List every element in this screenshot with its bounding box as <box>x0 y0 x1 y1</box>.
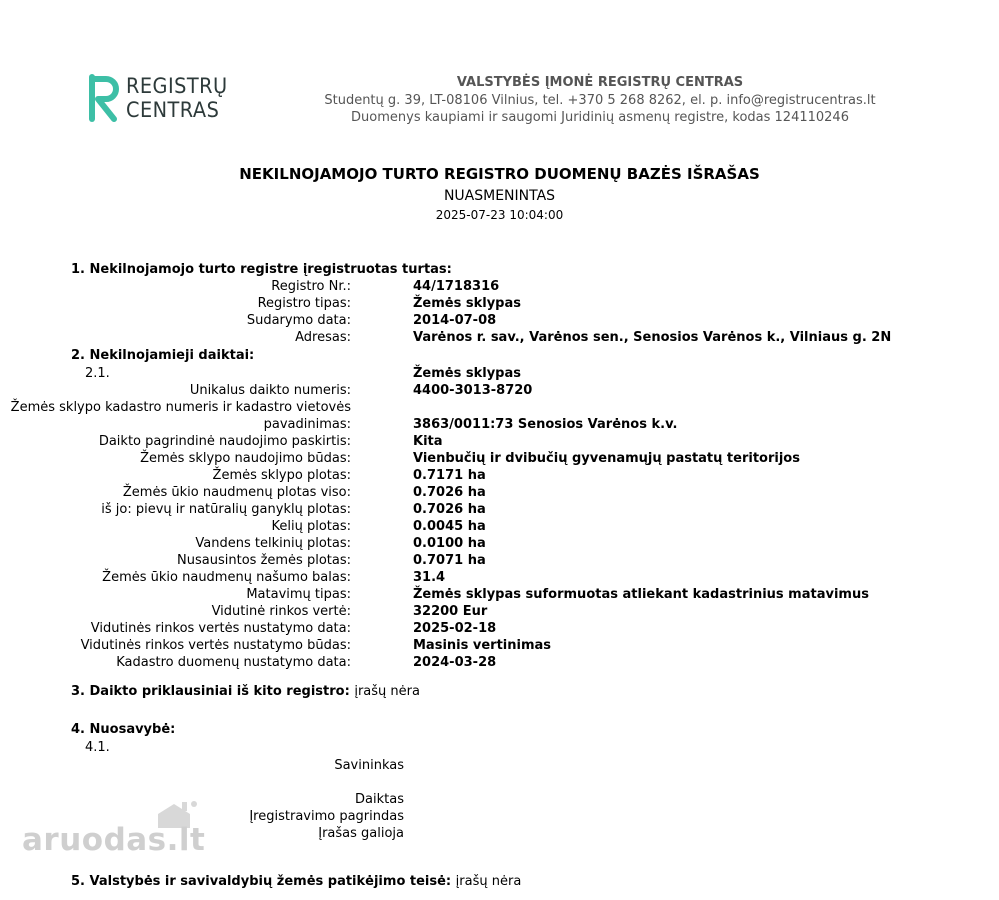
field-value: 32200 Eur <box>413 604 488 619</box>
field-value: 2024-03-28 <box>413 655 497 670</box>
section5-value: įrašų nėra <box>455 874 522 889</box>
section4-item-number: 4.1. <box>85 740 110 755</box>
document-subtitle: NUASMENINTAS <box>443 188 556 204</box>
field-value: 3863/0011:73 Senosios Varėnos k.v. <box>413 417 678 432</box>
section3-value: įrašų nėra <box>354 684 420 699</box>
field-label: pavadinimas: <box>263 417 351 432</box>
field-value: 0.7026 ha <box>413 502 486 517</box>
field-row <box>40 502 940 519</box>
field-label: Žemės sklypo kadastro numeris ir kadastro vietovės <box>10 400 351 415</box>
field-row <box>40 519 940 536</box>
section4-heading: 4. Nuosavybė: <box>71 722 176 737</box>
field-label: Matavimų tipas: <box>246 587 351 602</box>
logo-line1: REGISTRŲ <box>126 74 228 98</box>
field-value: Vienbučių ir dvibučių gyvenamųjų pastatų teritorijos <box>413 451 800 466</box>
record-valid-label: Įrašas galioja <box>318 826 404 841</box>
owner-label: Savininkas <box>334 758 404 773</box>
field-label: Vidutinė rinkos vertė: <box>211 604 351 619</box>
field-row <box>40 553 940 570</box>
object-label: Daiktas <box>355 792 404 807</box>
field-label: Žemės sklypo plotas: <box>212 468 351 483</box>
field-label: iš jo: pievų ir natūralių ganyklų plotas: <box>101 502 351 517</box>
field-value: 31.4 <box>413 570 446 585</box>
field-row <box>40 638 940 655</box>
field-row <box>40 279 940 296</box>
registration-basis-label: Įregistravimo pagrindas <box>249 809 404 824</box>
field-value: 0.0045 ha <box>413 519 486 534</box>
section2-heading: 2. Nekilnojamieji daiktai: <box>71 348 255 363</box>
field-row <box>40 468 940 485</box>
field-label: Registro tipas: <box>257 296 351 311</box>
field-value: 4400-3013-8720 <box>413 383 533 398</box>
field-label: Sudarymo data: <box>246 313 351 328</box>
field-value: 2025-02-18 <box>413 621 497 636</box>
header-note: Duomenys kaupiami ir saugomi Juridinių asmenų registre, kodas 124110246 <box>351 110 849 125</box>
field-row <box>40 417 940 434</box>
field-label: Unikalus daikto numeris: <box>189 383 351 398</box>
header-address: Studentų g. 39, LT-08106 Vilnius, tel. +370 5 268 8262, el. p. info@registrucentras.lt <box>324 93 876 108</box>
field-row <box>40 621 940 638</box>
field-row <box>40 604 940 621</box>
field-row <box>40 383 940 400</box>
field-row <box>40 366 940 383</box>
field-label: Vandens telkinių plotas: <box>195 536 351 551</box>
field-label: Registro Nr.: <box>271 279 351 294</box>
field-label: Žemės sklypo naudojimo būdas: <box>140 451 351 466</box>
field-value: 0.7026 ha <box>413 485 486 500</box>
section5-heading: 5. Valstybės ir savivaldybių žemės patikėjimo teisė: <box>71 874 452 889</box>
field-label: Daikto pagrindinė naudojimo paskirtis: <box>98 434 351 449</box>
field-label: Vidutinės rinkos vertės nustatymo būdas: <box>80 638 351 653</box>
field-value: 0.0100 ha <box>413 536 486 551</box>
section3-heading: 3. Daikto priklausiniai iš kito registro: <box>71 684 350 699</box>
field-value: Kita <box>413 434 443 449</box>
section2-item-number: 2.1. <box>85 366 110 381</box>
field-row <box>10 400 940 417</box>
field-row <box>40 451 940 468</box>
watermark-text: aruodas.lt <box>22 822 206 858</box>
field-value: Masinis vertinimas <box>413 638 552 653</box>
header-org-name: VALSTYBĖS ĮMONĖ REGISTRŲ CENTRAS <box>456 75 744 90</box>
field-label: Vidutinės rinkos vertės nustatymo data: <box>90 621 351 636</box>
field-row <box>40 536 940 553</box>
field-row <box>40 655 940 672</box>
field-label: Adresas: <box>295 330 351 345</box>
document-datetime: 2025-07-23 10:04:00 <box>435 208 564 222</box>
field-row <box>40 570 940 587</box>
field-value: 44/1718316 <box>413 279 500 294</box>
field-value: 0.7071 ha <box>413 553 486 568</box>
section1-heading: 1. Nekilnojamojo turto registre įregistruotas turtas: <box>71 262 452 277</box>
registry-logo-icon <box>88 73 124 123</box>
field-row <box>40 330 940 347</box>
field-label: Nusausintos žemės plotas: <box>177 553 351 568</box>
field-value: 0.7171 ha <box>413 468 486 483</box>
field-row <box>40 313 940 330</box>
document-title: NEKILNOJAMOJO TURTO REGISTRO DUOMENŲ BAZĖS IŠRAŠAS <box>239 165 760 183</box>
field-label: Žemės ūkio naudmenų našumo balas: <box>102 570 351 585</box>
field-label: Kelių plotas: <box>271 519 351 534</box>
field-value: Žemės sklypas suformuotas atliekant kadastrinius matavimus <box>413 587 869 602</box>
field-value: Žemės sklypas <box>413 296 521 311</box>
field-row <box>40 296 940 313</box>
field-row <box>40 485 940 502</box>
field-label: Žemės ūkio naudmenų plotas viso: <box>122 485 351 500</box>
registry-logo <box>88 73 238 125</box>
field-row <box>40 587 940 604</box>
section3 <box>71 684 420 699</box>
item-title: Žemės sklypas <box>413 366 521 381</box>
field-label: Kadastro duomenų nustatymo data: <box>116 655 351 670</box>
field-value: Varėnos r. sav., Varėnos sen., Senosios Varėnos k., Vilniaus g. 2N <box>413 330 892 345</box>
field-value: 2014-07-08 <box>413 313 497 328</box>
section5 <box>71 874 521 889</box>
aruodas-watermark <box>22 800 206 860</box>
logo-line2: CENTRAS <box>126 98 220 122</box>
field-row <box>40 434 940 451</box>
